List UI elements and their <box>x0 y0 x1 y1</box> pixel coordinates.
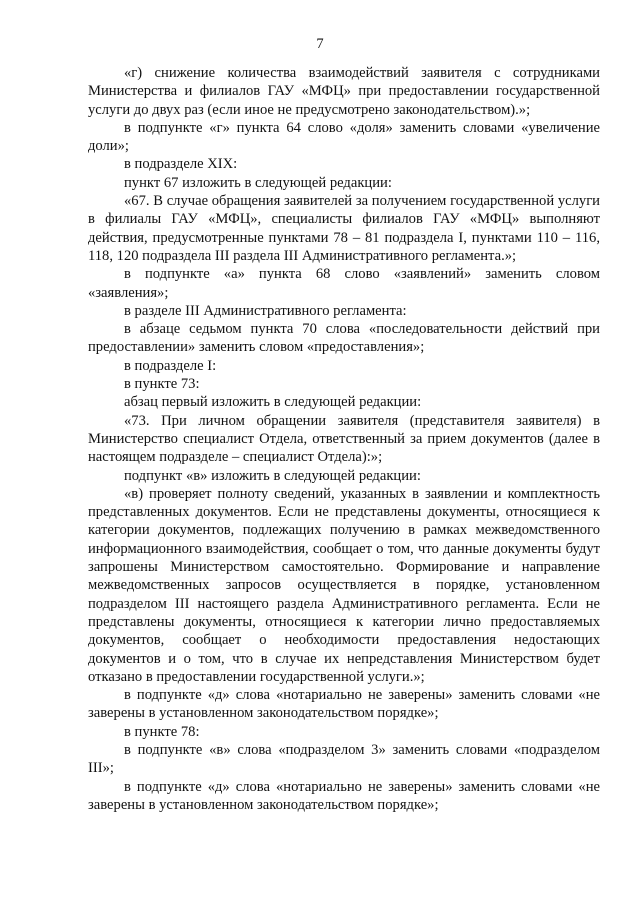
paragraph: в абзаце седьмом пункта 70 слова «последовательности действий при предоставлении» заменить словом «предоставления»; <box>88 321 600 356</box>
paragraph: «67. В случае обращения заявителей за получением государственной услуги в филиалы ГАУ «МФЦ», специалисты филиалов ГАУ «МФЦ» выполняют действия, предусмотренные пунктами 78 – 81 подраздела I, пунктами 110 – 116, 118, 120 подраздела III раздела III Административного регламента.»; <box>88 193 600 264</box>
paragraph: в подпункте «г» пункта 64 слово «доля» заменить словами «увеличение доли»; <box>88 119 600 155</box>
paragraph: в пункте 73: <box>124 376 200 393</box>
paragraph: пункт 67 изложить в следующей редакции: <box>124 174 392 191</box>
paragraph: в подпункте «д» слова «нотариально не заверены» заменить словами «не заверены в установленном законодательством порядке»; <box>88 687 600 722</box>
paragraph: подпункт «в» изложить в следующей редакции: <box>124 467 421 484</box>
paragraph: в пункте 78: <box>124 723 200 740</box>
paragraph: в подразделе I: <box>124 357 217 374</box>
paragraph: в подпункте «д» слова «нотариально не заверены» заменить словами «не заверены в установленном законодательством порядке»; <box>88 778 600 813</box>
paragraph: в подпункте «а» пункта 68 слово «заявлений» заменить словом «заявления»; <box>88 266 600 301</box>
paragraph: в подпункте «в» слова «подразделом 3» заменить словами «подразделом III»; <box>88 741 600 777</box>
paragraph: «г) снижение количества взаимодействий заявителя с сотрудниками Министерства и филиалов ГАУ «МФЦ» при предоставлении государственной услуги до двух раз (если иное не предусмотрено законодательством).»; <box>88 65 600 118</box>
paragraph: «73. При личном обращении заявителя (представителя заявителя) в Министерство специалист Отдела, ответственный за прием документов (далее в настоящем подразделе – специалист Отдела):»; <box>88 412 600 466</box>
paragraph: абзац первый изложить в следующей редакции: <box>124 394 422 411</box>
page-number: 7 <box>316 36 324 52</box>
paragraph: «в) проверяет полноту сведений, указанных в заявлении и комплектность представленных документов. Если не представлены документы, относящиеся к категории документов, подлежащих получению в рамках межведомственного информационного взаимодействия, сообщает о том, что данные документы будут запрошены Министерством самостоятельно. Формирование и направление межведомственных запросов осуществляется в порядке, установленном подразделом III настоящего раздела Административного регламента. Если не представлены документы, относящиеся к категории лично предоставляемых документов, сообщает о необходимости предоставления недостающих документов и о том, что в случае их непредставления Министерством будет отказано в предоставлении государственной услуги.»; <box>88 485 600 685</box>
document-body <box>88 64 600 814</box>
paragraph: в подразделе XIX: <box>124 156 238 173</box>
paragraph: в разделе III Административного регламента: <box>124 302 407 319</box>
